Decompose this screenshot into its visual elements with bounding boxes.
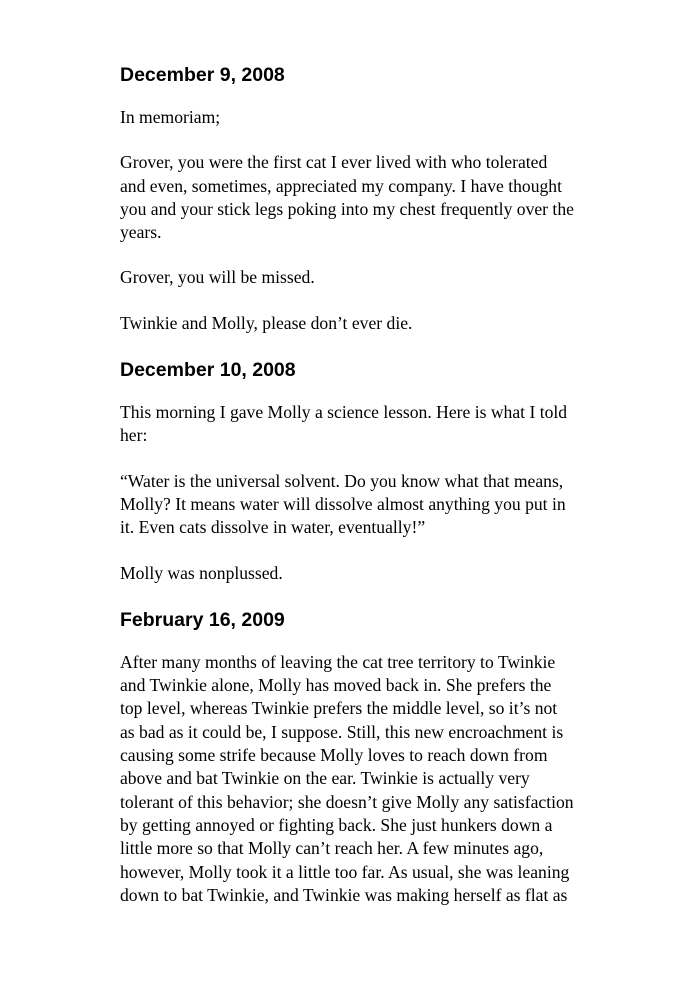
text-line: causing some strife because Molly loves to reach down from (120, 745, 548, 766)
journal-entry (120, 357, 640, 585)
document-page (120, 62, 640, 929)
text-line: Grover, you were the first cat I ever lived with who tolerated (120, 152, 548, 173)
entry-paragraph (120, 470, 640, 540)
entry-paragraph (120, 266, 640, 289)
journal-entry (120, 62, 640, 335)
text-line: years. (120, 222, 162, 243)
text-line: Twinkie and Molly, please don’t ever die. (120, 312, 413, 333)
text-line: tolerant of this behavior; she doesn’t give Molly any satisfaction (120, 791, 574, 812)
text-line: above and bat Twinkie on the ear. Twinkie is actually very (120, 768, 530, 789)
text-line: Grover, you will be missed. (120, 267, 315, 288)
text-line: “Water is the universal solvent. Do you know what that means, (120, 470, 564, 491)
entry-paragraph (120, 401, 640, 448)
entry-paragraph (120, 312, 640, 335)
text-line: it. Even cats dissolve in water, eventually!” (120, 517, 426, 538)
entry-date: December 9, 2008 (120, 64, 285, 86)
entry-paragraph (120, 562, 640, 585)
text-line: and even, sometimes, appreciated my company. I have thought (120, 175, 562, 196)
entry-date: February 16, 2009 (120, 608, 285, 631)
text-line: In memoriam; (120, 107, 221, 127)
journal-entry (120, 607, 640, 907)
text-line: you and your stick legs poking into my chest frequently over the (120, 198, 574, 219)
text-line: down to bat Twinkie, and Twinkie was making herself as flat as (120, 884, 568, 905)
text-line: by getting annoyed or fighting back. She just hunkers down a (120, 814, 553, 835)
entry-paragraph (120, 106, 640, 129)
text-line: This morning I gave Molly a science lesson. Here is what I told (120, 402, 568, 423)
text-line: little more so that Molly can’t reach her. A few minutes ago, (120, 838, 544, 859)
text-line: Molly was nonplussed. (120, 562, 283, 583)
text-line: Molly? It means water will dissolve almost anything you put in (120, 493, 566, 514)
entry-date: December 10, 2008 (120, 359, 296, 382)
text-line: her: (120, 425, 148, 446)
text-line: however, Molly took it a little too far. As usual, she was leaning (120, 861, 570, 882)
entry-paragraph (120, 651, 640, 907)
text-line: After many months of leaving the cat tree territory to Twinkie (120, 651, 556, 672)
text-line: as bad as it could be, I suppose. Still, this new encroachment is (120, 721, 564, 742)
text-line: and Twinkie alone, Molly has moved back in. She prefers the (120, 675, 552, 696)
entry-paragraph (120, 151, 640, 244)
text-line: top level, whereas Twinkie prefers the middle level, so it’s not (120, 698, 558, 719)
